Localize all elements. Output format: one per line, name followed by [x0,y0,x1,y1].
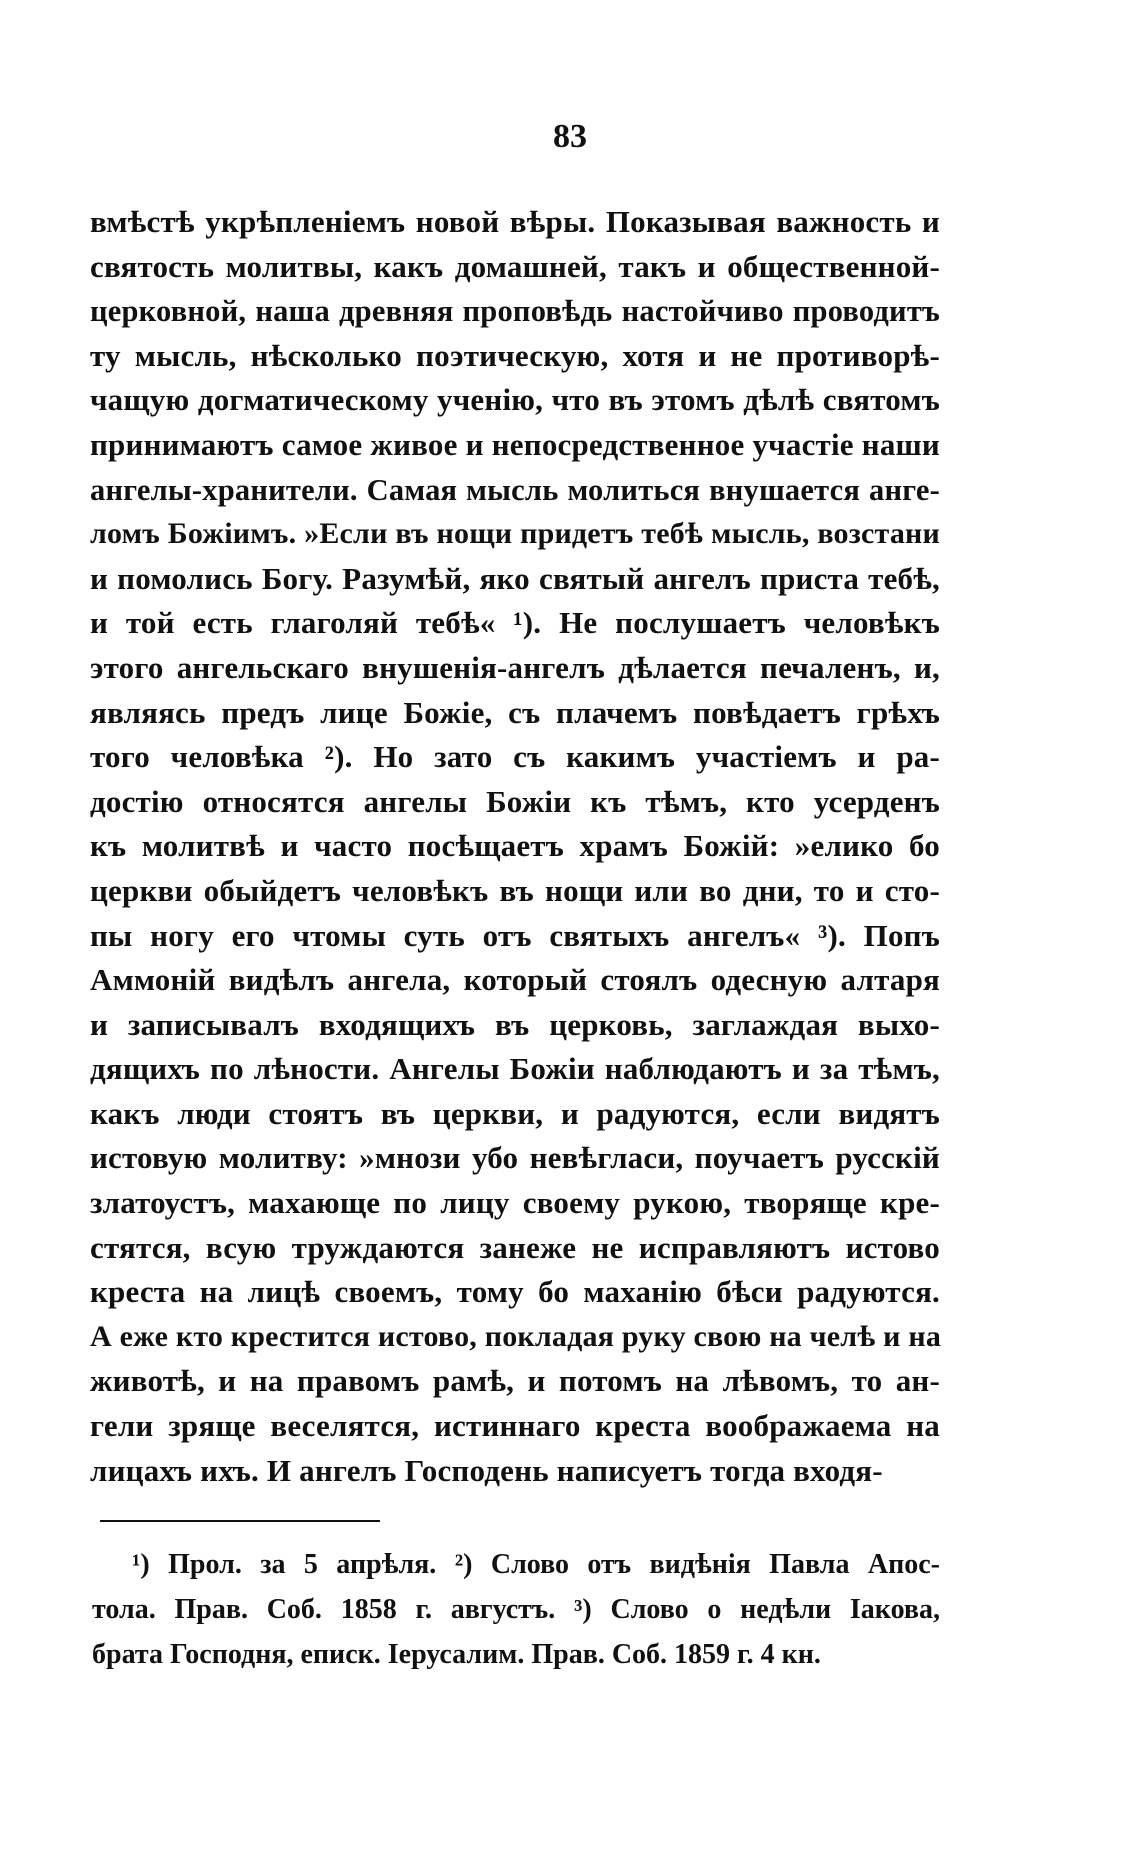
text-line: къ молитвѣ и часто посѣщаетъ храмъ Божій: »елико бо [90,828,940,864]
text-line: животѣ, и на правомъ рамѣ, и потомъ на лѣвомъ, то ан- [90,1363,940,1399]
text-line: дящихъ по лѣности. Ангелы Божіи наблюдаютъ и за тѣмъ, [90,1051,940,1087]
text-line: и той есть глаголяй тебѣ« ¹). Не послушаетъ человѣкъ [90,605,940,641]
text-line: святость молитвы, какъ домашней, такъ и общественной- [90,248,940,284]
text-line: Аммоній видѣлъ ангела, который стоялъ одесную алтаря [90,962,940,998]
text-line: креста на лицѣ своемъ, тому бо маханію бѣси радуются. [90,1274,940,1310]
footnote-separator [100,1520,380,1522]
text-line: гели зряще веселятся, истиннаго креста воображаема на [90,1408,940,1444]
text-line: ангелы-хранители. Самая мысль молиться внушается анге- [90,472,940,507]
text-line: ту мысль, нѣсколько поэтическую, хотя и не противорѣ- [90,337,940,373]
text-line: принимаютъ самое живое и непосредственное участіе наши [90,426,940,462]
body-text [90,200,940,1493]
text-line: А еже кто крестится истово, покладая руку свою на челѣ и на [90,1319,942,1353]
text-line: церкви обыйдетъ человѣкъ въ нощи или во дни, то и сто- [90,872,940,908]
text-line: стятся, всую труждаются занеже не исправляютъ истово [90,1229,940,1265]
text-line: этого ангельскаго внушенія-ангелъ дѣлается печаленъ, и, [90,649,940,685]
footnote-line: тола. Прав. Соб. 1858 г. августъ. ³) Слово о недѣли Іакова, [92,1594,940,1625]
text-line: достію относятся ангелы Божіи къ тѣмъ, кто усерденъ [90,783,940,819]
text-line: того человѣка ²). Но зато съ какимъ участіемъ и ра- [90,739,940,775]
text-line: и помолись Богу. Разумѣй, яко святый ангелъ приста тебѣ, [90,560,940,596]
text-line: являясь предъ лице Божіе, съ плачемъ повѣдаетъ грѣхъ [90,694,940,730]
text-line: златоустъ, махающе по лицу своему рукою, творяще кре- [90,1185,940,1221]
footnotes [92,1542,940,1677]
text-line: истовую молитву: »мнози убо невѣгласи, поучаетъ русскій [90,1140,940,1176]
footnote-line: брата Господня, епиcк. Іерусалим. Прав. Соб. 1859 г. 4 кн. [92,1639,821,1670]
text-line: пы ногу его чтомы суть отъ святыхъ ангелъ« ³). Попъ [90,917,940,953]
text-line: вмѣстѣ укрѣпленіемъ новой вѣры. Показывая важность и [90,204,940,239]
text-line: ломъ Божіимъ. »Если въ нощи придетъ тебѣ мысль, возстани [90,517,940,551]
text-line: церковной, наша древняя проповѣдь настойчиво проводитъ [90,294,940,329]
text-line: чащую догматическому ученію, что въ этомъ дѣлѣ святомъ [90,382,940,418]
footnote-line: ¹) Прол. за 5 апрѣля. ²) Слово отъ видѣнія Павла Апос- [132,1549,940,1580]
text-line: и записывалъ входящихъ въ церковь, заглаждая выхо- [90,1006,940,1042]
page-number: 83 [553,118,587,155]
text-line: лицахъ ихъ. И ангелъ Господень написуетъ тогда входя- [90,1452,883,1488]
text-line: какъ люди стоятъ въ церкви, и радуются, если видятъ [90,1095,940,1131]
